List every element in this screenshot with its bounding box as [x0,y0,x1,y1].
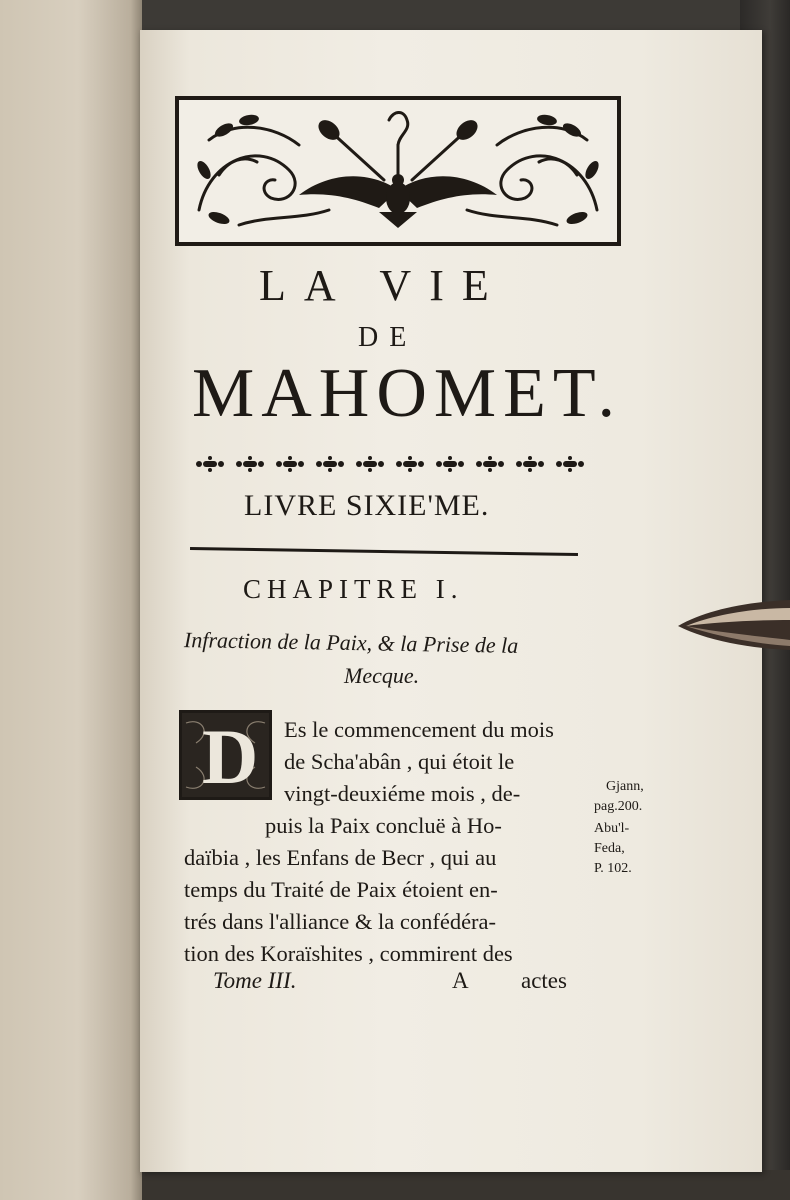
title-mahomet: MAHOMET. [192,355,622,432]
signature-mark: A [452,968,469,993]
title-la-vie: LA VIE [259,261,507,310]
chapter-subtitle-line-2: Mecque. [344,663,420,688]
body-line: trés dans l'alliance & la confédéra- [184,909,497,934]
headpiece-ornament [175,96,621,246]
margin-note: Abu'l- [594,821,630,836]
fleuron-ornament-row-icon [193,455,588,473]
title-de: DE [358,322,418,353]
body-line: Es le commencement du mois [284,717,554,742]
margin-note: Feda, [594,841,625,856]
chapter-subtitle-line-1: Infraction de la Paix, & la Prise de la [183,627,519,658]
margin-note: pag.200. [594,799,643,814]
catchword: actes [521,968,567,993]
chapter-heading: CHAPITRE I. [243,574,464,604]
body-line: temps du Traité de Paix étoient en- [184,877,498,902]
volume-label: Tome III. [213,968,297,993]
metal-clip-icon [676,596,790,654]
drop-cap-letter: D [202,713,259,800]
drop-cap-initial [179,710,272,800]
body-line: puis la Paix concluë à Ho- [265,813,502,838]
body-line: de Scha'abân , qui étoit le [284,749,515,774]
eagle-trumpets-engraving-icon [179,100,617,242]
body-line: daïbia , les Enfans de Becr , qui au [184,845,497,870]
margin-note: P. 102. [594,861,632,876]
margin-note: Gjann, [606,779,644,794]
book-heading: LIVRE SIXIE'ME. [244,489,490,522]
body-line: vingt-deuxiéme mois , de- [284,781,521,806]
left-page-edge [0,0,142,1200]
body-line: tion des Koraïshites , commirent des [184,941,513,966]
